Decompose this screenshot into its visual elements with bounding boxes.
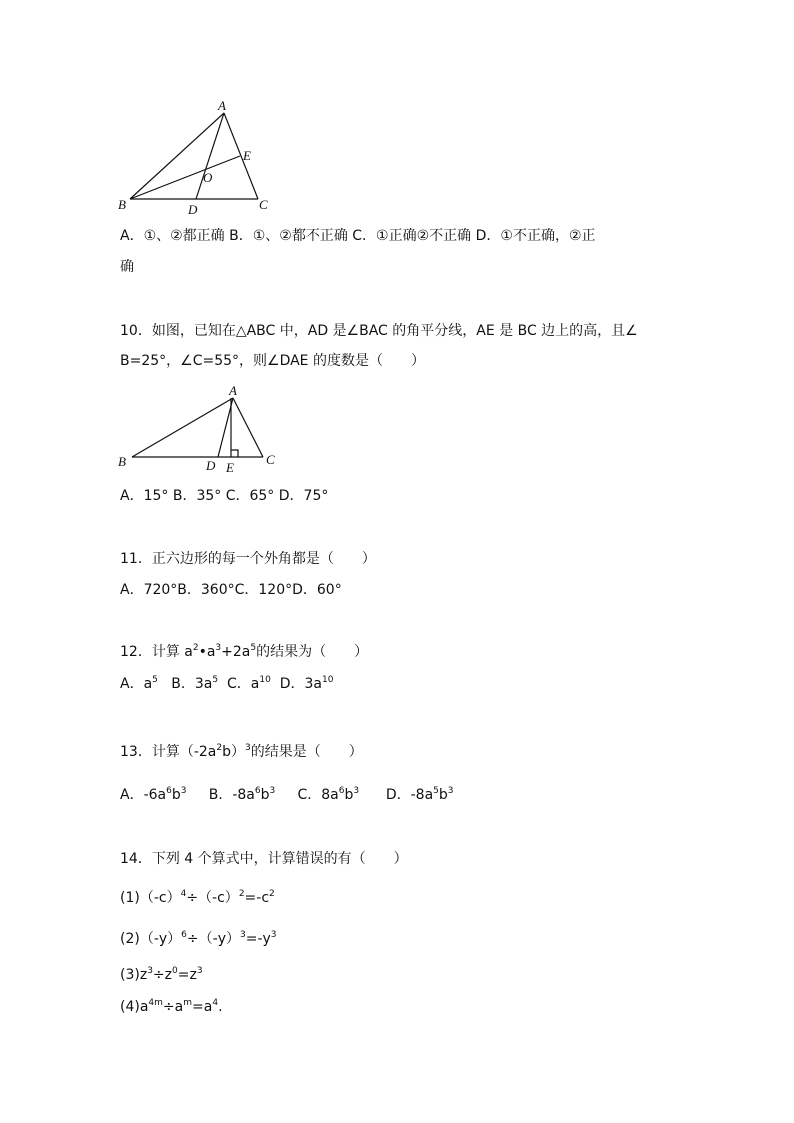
label-b: B: [118, 197, 126, 212]
label-c: C: [259, 197, 268, 212]
q13-stem: 13．计算$(-2a^2b)^3$的结果是（ ）: [120, 743, 363, 760]
label-d-q10: D: [206, 458, 216, 473]
label-a-q10: A: [229, 383, 237, 398]
q10-options: A．15° B．35° C．65° D．75°: [120, 488, 329, 504]
q11-options: A．720°B．360°C．120°D．60°: [120, 582, 342, 598]
q12-options: A．$a^5$ B．$3a^5$ C．$a^{10}$ D．$3a^{10}$: [120, 675, 334, 692]
q14-item-3: $(3)z^3\div z^0=z^3$: [120, 966, 203, 983]
right-angle-mark: [231, 450, 238, 457]
edge-ab-q10: [132, 398, 233, 457]
label-c-q10: C: [266, 452, 275, 467]
label-o: O: [203, 170, 213, 185]
label-d: D: [188, 202, 198, 217]
q12-stem: 12．计算 $a^2•a^3+2a^5$的结果为（ ）: [120, 643, 369, 660]
q11-stem: 11．正六边形的每一个外角都是（ ）: [120, 551, 376, 567]
edge-ac-q10: [233, 398, 263, 457]
q14-stem: 14．下列 4 个算式中，计算错误的有（ ）: [120, 851, 408, 867]
q14-item-4: $(4)a^{4m}\div a^m=a^4$.: [120, 998, 223, 1015]
q9-options-line2: 确: [120, 259, 134, 275]
q14-item-1: $(1)(-c)^4\div(-c)^2=-c^2$: [120, 889, 275, 906]
q10-stem-line2: B=25°，∠C=55°，则∠DAE 的度数是（ ）: [120, 353, 425, 369]
label-e-q10: E: [226, 460, 234, 475]
triangle-figure-q10: [132, 398, 263, 457]
q10-stem-line1: 10．如图，已知在△ABC 中，AD 是∠BAC 的角平分线，AE 是 BC 边上的高，且∠: [120, 323, 638, 339]
q14-item-2: $(2)(-y)^6\div(-y)^3=-y^3$: [120, 930, 277, 947]
edge-ac: [224, 113, 258, 199]
label-a: A: [218, 98, 226, 113]
q9-options-line1: A．①、②都正确 B．①、②都不正确 C．①正确②不正确 D．①不正确，②正: [120, 228, 596, 244]
label-e: E: [243, 148, 251, 163]
label-b-q10: B: [118, 454, 126, 469]
segment-be: [130, 156, 240, 199]
q13-options: A．$-6a^6b^3$ B．$-8a^6b^3$ C．$8a^6b^3$ D．$-8a^5b^3$: [120, 786, 454, 803]
